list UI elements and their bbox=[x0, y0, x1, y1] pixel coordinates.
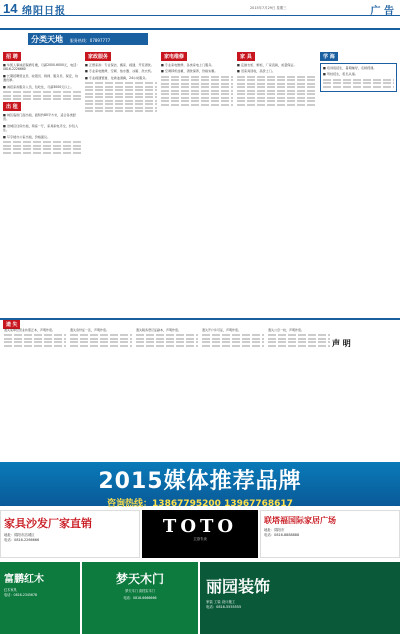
ad-line: 地址：绵阳市涪城区 bbox=[4, 533, 35, 537]
banner-phone: 服务热线：07897777 bbox=[69, 38, 111, 43]
column-header: 出 租 bbox=[3, 102, 21, 111]
list-item: ■ 专业家电维修，各类家电上门服务。 bbox=[161, 63, 215, 67]
feature-hotline: 咨询热线：13867795200 13967768617 bbox=[107, 499, 293, 509]
list-item: ■ 长期招聘营业员、收银员、厨师、服务员、保安，待遇优厚。 bbox=[3, 73, 79, 83]
list-item: ■ 写字楼办公室出租，价格面议。 bbox=[3, 134, 51, 139]
notice-column bbox=[4, 328, 66, 348]
ad-decoration[interactable] bbox=[200, 562, 400, 634]
column-appliance bbox=[161, 52, 233, 314]
notice-line: 遗失某单位营业执照正本，声明作废。 bbox=[4, 328, 56, 332]
ad-line: 电话：0816-8888888 bbox=[264, 532, 300, 537]
list-item: ■ 专业家电维修，空调、热水器、冰箱、洗衣机。 bbox=[85, 69, 154, 74]
ads-section bbox=[0, 510, 400, 634]
ad-line: 电话：0816-2345678 bbox=[4, 592, 38, 597]
column-recruit bbox=[3, 52, 81, 314]
banner-title: 分类天地 bbox=[31, 35, 63, 44]
ad-line: 红木家具 bbox=[4, 588, 17, 592]
list-item: ■ 专业疏通管道、化粪池清掏，24小时服务。 bbox=[85, 75, 149, 80]
ad-redwood[interactable] bbox=[0, 562, 80, 634]
ad-title: TOTO bbox=[162, 516, 238, 537]
ad-line: 地址：绵阳市 bbox=[264, 528, 285, 532]
list-item: ■ 旧家具回收，高价上门。 bbox=[237, 69, 275, 74]
column-furniture bbox=[237, 52, 315, 314]
notice-line: 遗失公章一枚，声明作废。 bbox=[268, 328, 305, 332]
divider bbox=[0, 28, 400, 30]
column-header: 家政服务 bbox=[85, 52, 111, 61]
list-item: ■ 空调移机加氟、清洗保养，价格实惠。 bbox=[161, 69, 218, 74]
feature-title: 2015媒体推荐品牌 bbox=[98, 469, 302, 494]
ad-title: 富鹏红木 bbox=[4, 574, 44, 585]
classified-banner bbox=[28, 33, 148, 45]
column-education bbox=[320, 52, 397, 314]
column-housekeeping bbox=[85, 52, 157, 314]
list-item: ■ 涪城区住房出租，两室一厅，家具家电齐全，拎包入住。 bbox=[3, 123, 79, 133]
column-header: 学 海 bbox=[320, 52, 338, 61]
ad-sofa[interactable] bbox=[0, 510, 140, 558]
list-item: ■ 华凯人事诚招保姆月嫂，月薪2000-6000元，电话：0816-2226660 bbox=[3, 63, 80, 72]
ad-line: 电话：0816-2266666 bbox=[4, 537, 40, 542]
ad-home-plaza[interactable] bbox=[260, 510, 400, 558]
notices-title: 遗 失 bbox=[3, 320, 20, 329]
section-name: 广 告 bbox=[370, 6, 394, 17]
ad-title: 家具沙发厂家直销 bbox=[4, 517, 92, 530]
ad-title: 梦天木门 bbox=[115, 572, 164, 586]
notice-column bbox=[202, 328, 264, 348]
ad-door[interactable] bbox=[82, 562, 198, 634]
notice-line: 遗失身份证一张，声明作废。 bbox=[70, 328, 110, 332]
masthead bbox=[0, 0, 400, 16]
column-header: 家电维修 bbox=[161, 52, 187, 61]
ad-line: 家装 工装 设计施工 bbox=[206, 600, 236, 604]
list-item: ■ 定做衣柜、橱柜，厂家直销，质量保证。 bbox=[237, 63, 297, 67]
ad-line: 梦天木门 高档实木门 bbox=[125, 589, 155, 593]
ad-toto[interactable] bbox=[142, 510, 258, 558]
list-item: ■ 诚招家政服务人员，包吃住，月薪3000元以上。 bbox=[3, 84, 74, 89]
paper-name: 绵阳日报 bbox=[22, 6, 66, 17]
notice-column bbox=[70, 328, 132, 348]
list-item: ■ 培训班招生，暑期辅导，名师授课。 bbox=[323, 66, 377, 70]
dateline: 2015年7月29日 星期三 bbox=[250, 6, 287, 10]
page-number: 14 bbox=[3, 1, 18, 16]
list-item: ■ 正德家政：专业保洁、搬家、疏通、开荒清洗。 bbox=[85, 63, 154, 67]
ad-line: 电话：0816-6666666 bbox=[123, 595, 157, 600]
notice-line: 遗失开户许可证，声明作废。 bbox=[202, 328, 242, 332]
ad-title: 联塔福国际家居广场 bbox=[264, 516, 336, 525]
list-item: ■ 驾校招生，报名从速。 bbox=[323, 72, 358, 77]
ad-line: 电话：0816-5555555 bbox=[206, 605, 242, 610]
declaration-title: 声 明 bbox=[332, 338, 351, 348]
ad-line: 卫浴专卖 bbox=[193, 537, 207, 541]
column-header: 招 聘 bbox=[3, 52, 21, 61]
notice-column bbox=[268, 328, 330, 348]
feature-banner bbox=[0, 462, 400, 509]
notice-line: 遗失税务登记证副本，声明作废。 bbox=[136, 328, 182, 332]
notice-column bbox=[136, 328, 198, 348]
list-item: ■ 城区临街门面出租，面积约80平方米，适合各类经营。 bbox=[3, 112, 76, 122]
column-header: 家 具 bbox=[237, 52, 255, 61]
ad-title: 丽园装饰 bbox=[206, 577, 271, 596]
